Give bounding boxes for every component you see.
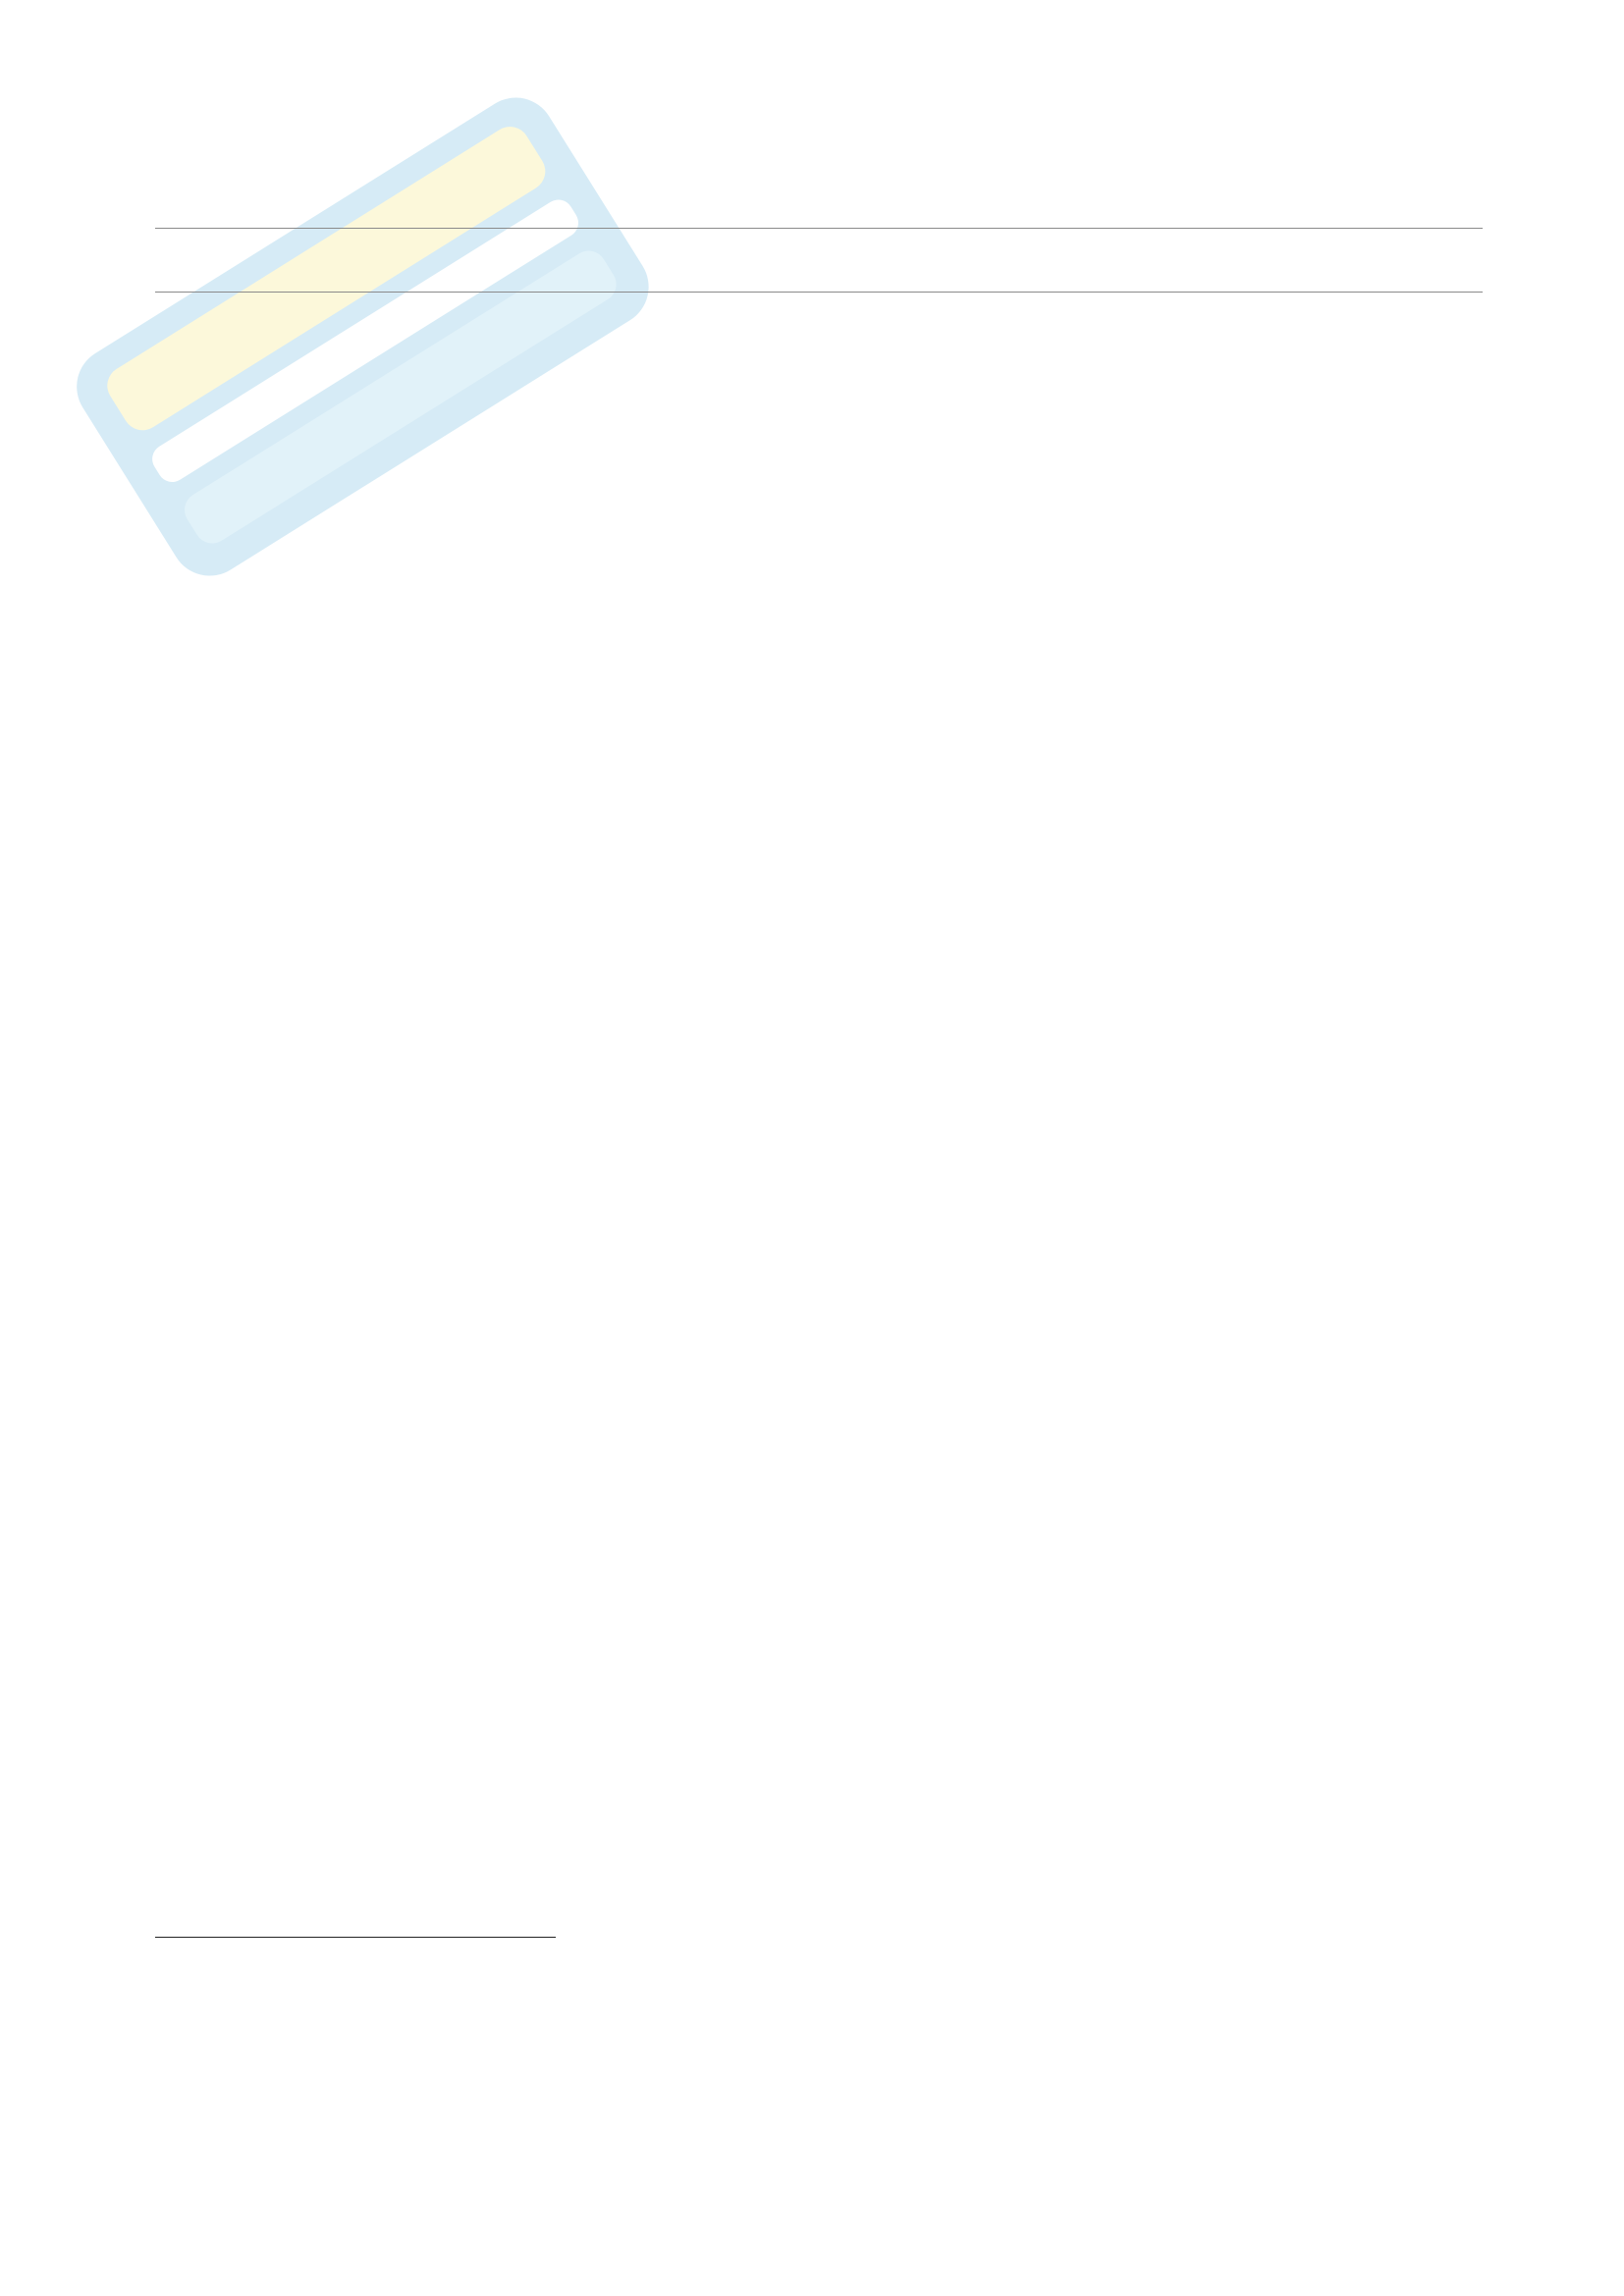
watermark-shape bbox=[62, 82, 664, 590]
section-heading bbox=[155, 228, 1483, 293]
watermark-logo bbox=[20, 59, 727, 609]
footnote-separator bbox=[155, 1937, 556, 1938]
page-content bbox=[155, 187, 1483, 293]
